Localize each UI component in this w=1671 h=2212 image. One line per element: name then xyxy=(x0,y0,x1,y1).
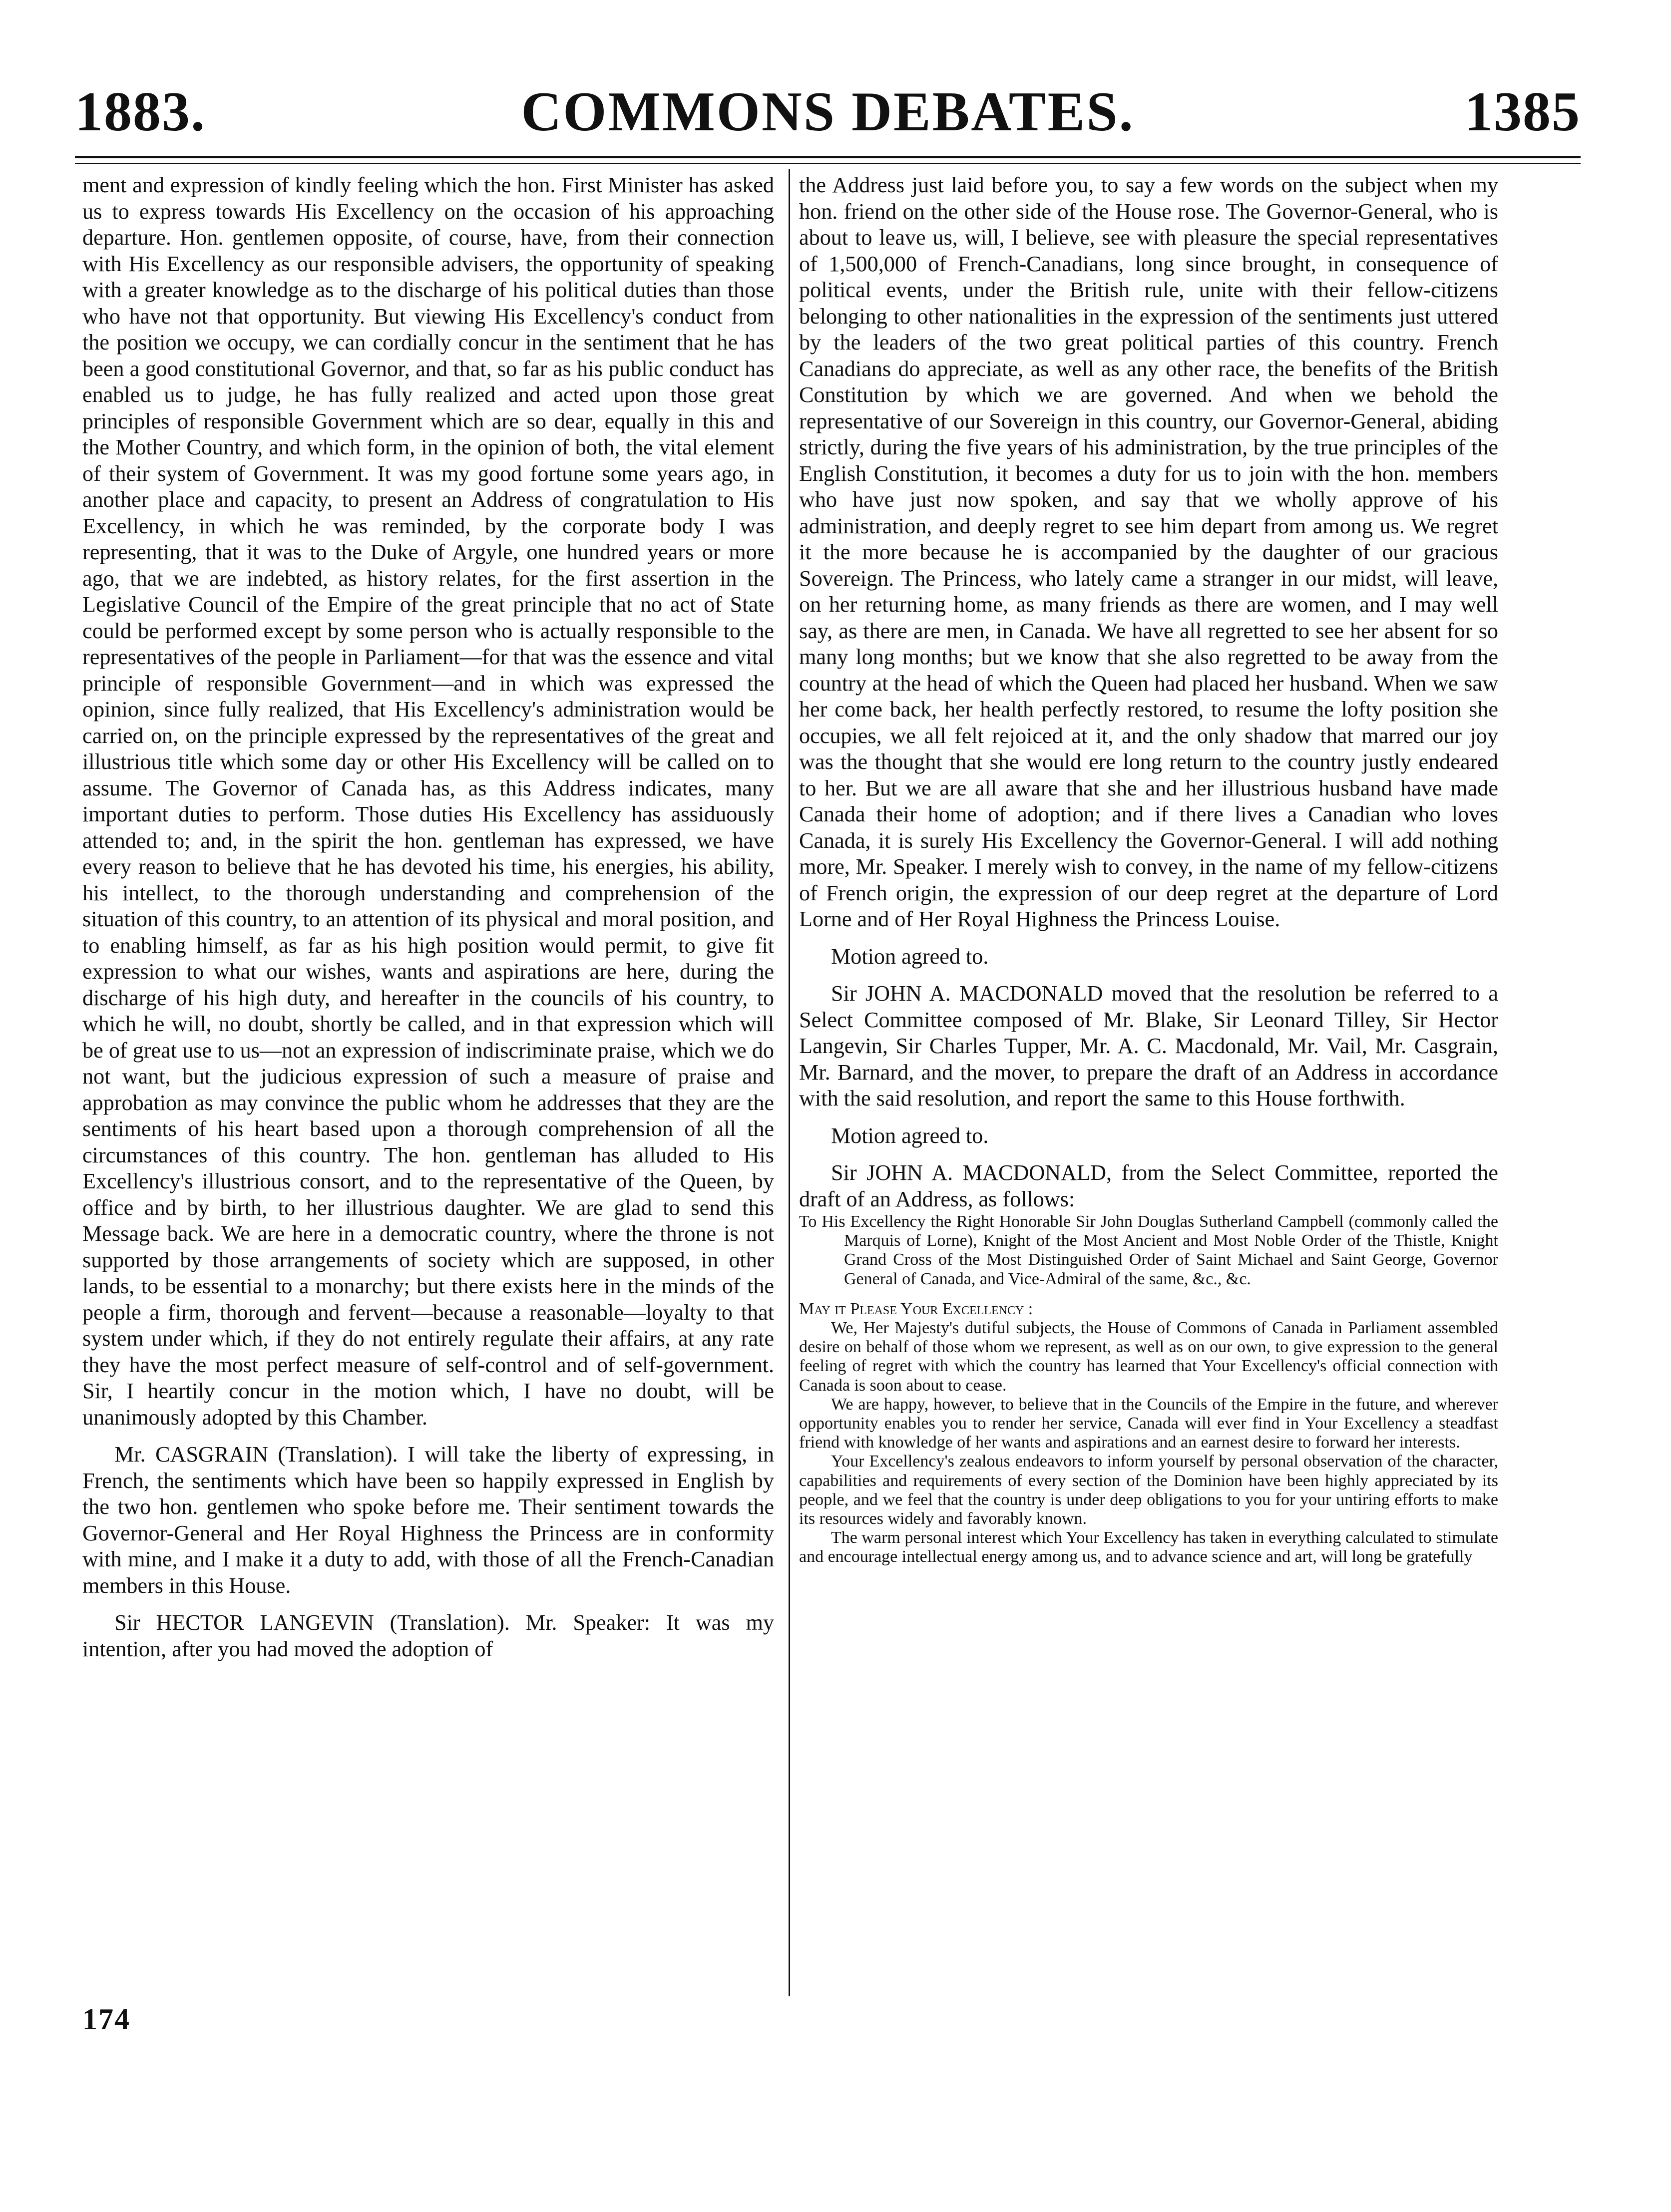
signature-mark: 174 xyxy=(82,2003,130,2036)
address-recipient: To His Excellency the Right Honorable Sir John Douglas Sutherland Campbell (commonly called the Marquis of Lorne), Knight of the Most Ancient and Most Noble Order of the Thistle, Knight Grand Cross of the Most Distinguished Order of Saint Michael and Saint George, Governor General of Canada, and Vice-Admiral of the same, &c., &c. xyxy=(799,1212,1498,1288)
page-header xyxy=(75,75,1581,150)
left-column xyxy=(82,172,774,1662)
header-title: COMMONS DEBATES. xyxy=(521,81,1135,143)
paragraph-casgrain: Mr. CASGRAIN (Translation). I will take the liberty of expressing, in French, the sentiments which have been so happily expressed in English by the two hon. gentlemen who spoke before me. Their sentiment towards the Governor-General and Her Royal Highness the Princess are in conformity with mine, and I make it a duty to add, with those of all the French-Canadian members in this House. xyxy=(82,1442,774,1598)
address-paragraph-3: Your Excellency's zealous endeavors to inform yourself by personal observation of the character, capabilities and requirements of every section of the Dominion have been highly appreciated by its people, and we feel that the country is under deep obligations to you for your untiring efforts to make its resources widely and favorably known. xyxy=(799,1452,1498,1528)
paragraph-langevin: Sir HECTOR LANGEVIN (Translation). Mr. Speaker: It was my intention, after you had moved the adoption of xyxy=(82,1610,774,1661)
address-paragraph-4: The warm personal interest which Your Excellency has taken in everything calculated to stimulate and encourage intellectual energy among us, and to advance science and art, will long be gratefully xyxy=(799,1528,1498,1566)
paragraph-langevin-continued: the Address just laid before you, to say a few words on the subject when my hon. friend on the other side of the House rose. The Governor-General, who is about to leave us, will, I believe, see with pleasure the special representatives of 1,500,000 of French-Canadians, long since brought, in consequence of political events, under the British rule, unite with their fellow-citizens belonging to other nationalities in the expression of the sentiments just uttered by the leaders of the two great political parties of this country. French Canadians do appreciate, as well as any other race, the benefits of the British Constitution by which we are governed. And when we behold the representative of our Sovereign in this country, our Governor-General, abiding strictly, during the five years of his administration, by the true principles of the English Constitution, it becomes a duty for us to join with the hon. members who have just now spoken, and say that we wholly approve of his administration, and deeply regret to see him depart from among us. We regret it the more because he is accompanied by the daughter of our gracious Sovereign. The Princess, who lately came a stranger in our midst, will leave, on her returning home, as many friends as there are women, and I may well say, as there are men, in Canada. We have all regretted to see her absent for so many long months; but we know that she also regretted to be away from the country at the head of which the Queen had placed her husband. When we saw her come back, her health perfectly restored, to resume the lofty position she occupies, we all felt rejoiced at it, and the only shadow that marred our joy was the thought that she would ere long return to the country justly endeared to her. But we are all aware that she and her illustrious husband have made Canada their home of adoption; and if there lives a Canadian who loves Canada, it is surely His Excellency the Governor-General. I will add nothing more, Mr. Speaker. I merely wish to convey, in the name of my fellow-citizens of French origin, the expression of our deep regret at the departure of Lord Lorne and of Her Royal Highness the Princess Louise. xyxy=(799,173,1498,931)
right-column xyxy=(799,172,1498,1567)
paragraph-macdonald-motion: Sir JOHN A. MACDONALD moved that the resolution be referred to a Select Committee composed of Mr. Blake, Sir Leonard Tilley, Sir Hector Langevin, Sir Charles Tupper, Mr. A. C. Macdonald, Mr. Vail, Mr. Casgrain, Mr. Barnard, and the mover, to prepare the draft of an Address in accordance with the said resolution, and report the same to this House forthwith. xyxy=(799,981,1498,1110)
motion-agreed-1: Motion agreed to. xyxy=(831,944,989,969)
header-rule xyxy=(75,156,1581,158)
header-page-number: 1385 xyxy=(1465,81,1581,143)
address-paragraph-1: We, Her Majesty's dutiful subjects, the House of Commons of Canada in Parliament assembled desire on behalf of those whom we represent, as well as on our own, to give expression to the general feeling of regret with which the country has learned that Your Excellency's official connection with Canada is soon about to cease. xyxy=(799,1319,1498,1395)
paragraph-continuation: ment and expression of kindly feeling which the hon. First Minister has asked us to express towards His Excellency on the occasion of his approaching departure. Hon. gentlemen opposite, of course, have, from their connection with His Excellency as our responsible advisers, the opportunity of speaking with a greater knowledge as to the discharge of his political duties than those who have not that opportunity. But viewing His Excellency's conduct from the position we occupy, we can cordially concur in the sentiment that he has been a good constitutional Governor, and that, so far as his public conduct has enabled us to judge, he has fully realized and acted upon those great principles of responsible Government which are so dear, equally in this and the Mother Country, and which form, in the opinion of both, the vital element of their system of Government. It was my good fortune some years ago, in another place and capacity, to present an Address of congratulation to His Excellency, in which he was reminded, by the corporate body I was representing, that it was to the Duke of Argyle, one hundred years or more ago, that we are indebted, as history relates, for the first assertion in the Legislative Council of the Empire of the great principle that no act of State could be performed except by some person who is actually responsible to the representatives of the people in Parliament—for that was the essence and vital principle of responsible Government—and in which was expressed the opinion, since fully realized, that His Excellency's administration would be carried on, on the principle expressed by the representatives of the great and illustrious title which some day or other His Excellency will be called on to assume. The Governor of Canada has, as this Address indicates, many important duties to perform. Those duties His Excellency has assiduously attended to; and, in the spirit the hon. gentleman has expressed, we have every reason to believe that he has devoted his time, his energies, his ability, his intellect, to the thorough understanding and comprehension of the situation of this country, to an attention of its physical and moral position, and to enabling himself, as far as his high position would permit, to give fit expression to what our wishes, wants and aspirations are here, during the discharge of his high duty, and hereafter in the councils of his country, to which he will, no doubt, shortly be called, and in that expression which will be of great use to us—not an expression of indiscriminate praise, which we do not want, but the judicious expression of such a measure of praise and approbation as may convince the public whom he addresses that they are the sentiments of his heart based upon a thorough comprehension of all the circumstances of this country. The hon. gentleman has alluded to His Excellency's illustrious consort, and to the representative of the Queen, by office and by birth, to her illustrious daughter. We are glad to send this Message back. We are here in a democratic country, where the throne is not supported by those arrangements of society which are supposed, in other lands, to be essential to a monarchy; but there exists here in the minds of the people a firm, thorough and fervent—because a reasonable—loyalty to that system under which, if they do not entirely regulate their affairs, at any rate they have the most perfect measure of self-control and of self-government. Sir, I heartily concur in the motion which, I have no doubt, will be unanimously adopted by this Chamber. xyxy=(82,173,774,1430)
header-rule-thin xyxy=(75,163,1581,164)
address-salutation: May it Please Your Excellency : xyxy=(799,1299,1033,1318)
header-year: 1883. xyxy=(75,81,206,143)
motion-agreed-2: Motion agreed to. xyxy=(831,1123,989,1148)
paragraph-macdonald-report: Sir JOHN A. MACDONALD, from the Select Committee, reported the draft of an Address, as follows: xyxy=(799,1160,1498,1211)
column-divider xyxy=(789,169,790,1996)
address-paragraph-2: We are happy, however, to believe that in the Councils of the Empire in the future, and wherever opportunity enables you to render her service, Canada will ever find in Your Excellency a steadfast friend with knowledge of her wants and aspirations and an earnest desire to forward her interests. xyxy=(799,1395,1498,1452)
